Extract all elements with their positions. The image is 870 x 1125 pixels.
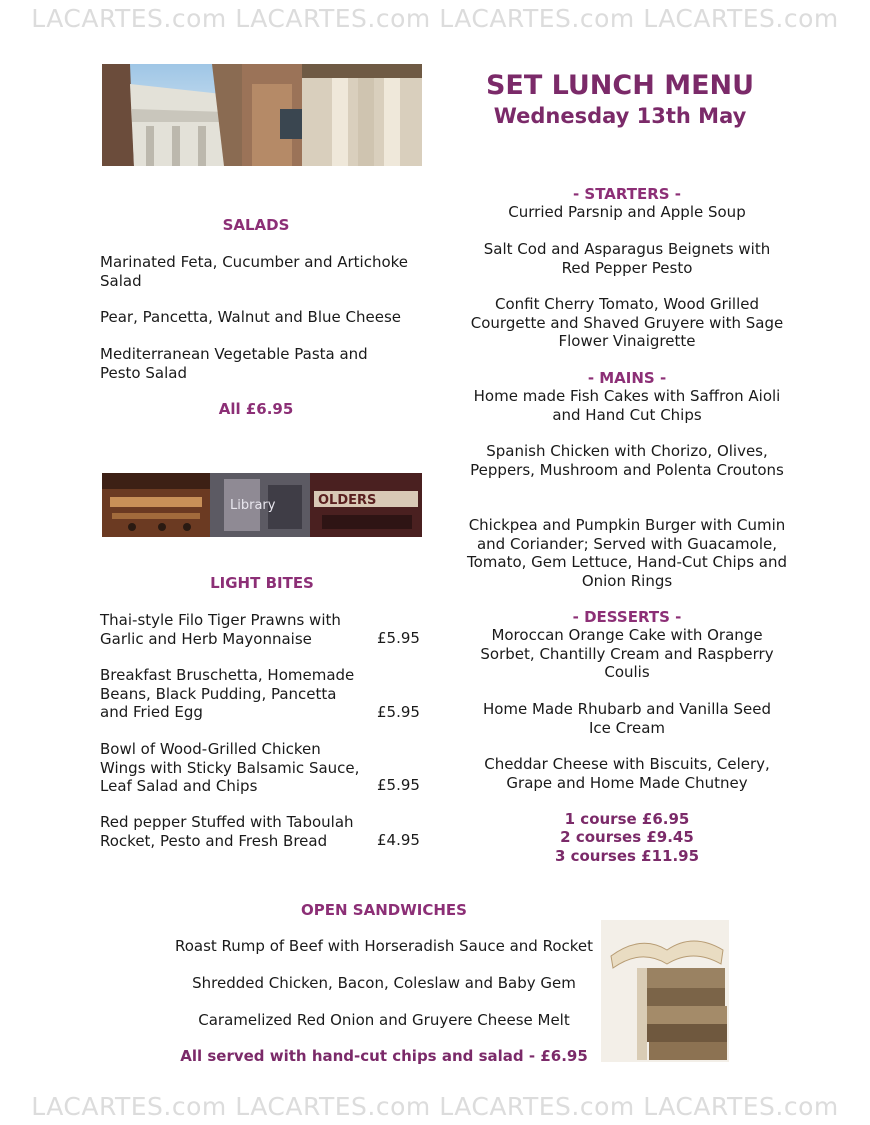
course-price: 2 courses £9.45 bbox=[560, 828, 694, 846]
light-bite-item: Thai-style Filo Tiger Prawns with Garlic and Herb Mayonnaise bbox=[100, 611, 341, 648]
menu-title: SET LUNCH MENU bbox=[485, 70, 755, 101]
main-item: Spanish Chicken with Chorizo, Olives, Peppers, Mushroom and Polenta Croutons bbox=[470, 442, 784, 479]
light-bite-price: £5.95 bbox=[377, 776, 420, 794]
light-bites-heading: LIGHT BITES bbox=[210, 574, 314, 592]
starter-item: Confit Cherry Tomato, Wood Grilled Courgette and Shaved Gruyere with Sage Flower Vinaigrette bbox=[470, 295, 784, 350]
library-photo bbox=[102, 473, 422, 537]
dessert-item: Cheddar Cheese with Biscuits, Celery, Grape and Home Made Chutney bbox=[484, 755, 770, 792]
mains-heading: - MAINS - bbox=[587, 369, 667, 387]
sandwich-item: Shredded Chicken, Bacon, Coleslaw and Baby Gem bbox=[192, 974, 576, 992]
light-bite-price: £5.95 bbox=[377, 629, 420, 647]
light-bite-price: £4.95 bbox=[377, 831, 420, 849]
starter-item: Salt Cod and Asparagus Beignets with Red Pepper Pesto bbox=[483, 240, 771, 277]
main-item: Chickpea and Pumpkin Burger with Cumin and Coriander; Served with Guacamole, Tomato, Gem Lettuce, Hand-Cut Chips and Onion Rings bbox=[466, 516, 788, 590]
desserts-heading: - DESSERTS - bbox=[572, 608, 682, 626]
books-photo bbox=[601, 920, 729, 1062]
sandwiches-heading: OPEN SANDWICHES bbox=[301, 901, 467, 919]
salads-price: All £6.95 bbox=[218, 400, 294, 418]
salad-item: Mediterranean Vegetable Pasta and Pesto Salad bbox=[100, 345, 368, 382]
sandwich-item: Roast Rump of Beef with Horseradish Sauce and Rocket bbox=[174, 937, 594, 955]
library-sign-text: Library bbox=[230, 498, 276, 513]
course-price: 3 courses £11.95 bbox=[554, 847, 700, 865]
watermark-bottom: LACARTES.com LACARTES.com LACARTES.com LACARTES.com bbox=[31, 1092, 839, 1121]
dessert-item: Moroccan Orange Cake with Orange Sorbet, Chantilly Cream and Raspberry Coulis bbox=[480, 626, 774, 681]
course-price: 1 course £6.95 bbox=[564, 810, 690, 828]
main-item: Home made Fish Cakes with Saffron Aioli and Hand Cut Chips bbox=[473, 387, 781, 424]
salad-item: Pear, Pancetta, Walnut and Blue Cheese bbox=[100, 308, 401, 326]
starter-item: Curried Parsnip and Apple Soup bbox=[508, 203, 746, 221]
sandwiches-footer: All served with hand-cut chips and salad - £6.95 bbox=[180, 1047, 588, 1065]
light-bite-price: £5.95 bbox=[377, 703, 420, 721]
watermark-top: LACARTES.com LACARTES.com LACARTES.com LACARTES.com bbox=[31, 4, 839, 33]
starters-heading: - STARTERS - bbox=[572, 185, 682, 203]
light-bite-item: Breakfast Bruschetta, Homemade Beans, Black Pudding, Pancetta and Fried Egg bbox=[100, 666, 355, 721]
light-bite-item: Red pepper Stuffed with Taboulah Rocket, Pesto and Fresh Bread bbox=[100, 813, 354, 850]
salads-heading: SALADS bbox=[222, 216, 290, 234]
sandwich-item: Caramelized Red Onion and Gruyere Cheese Melt bbox=[198, 1011, 570, 1029]
building-photo bbox=[102, 64, 422, 166]
library-sign-text-2: OLDERS bbox=[318, 493, 377, 508]
light-bite-item: Bowl of Wood-Grilled Chicken Wings with Sticky Balsamic Sauce, Leaf Salad and Chips bbox=[100, 740, 360, 795]
menu-date: Wednesday 13th May bbox=[493, 104, 747, 128]
dessert-item: Home Made Rhubarb and Vanilla Seed Ice Cream bbox=[482, 700, 772, 737]
salad-item: Marinated Feta, Cucumber and Artichoke Salad bbox=[100, 253, 409, 290]
